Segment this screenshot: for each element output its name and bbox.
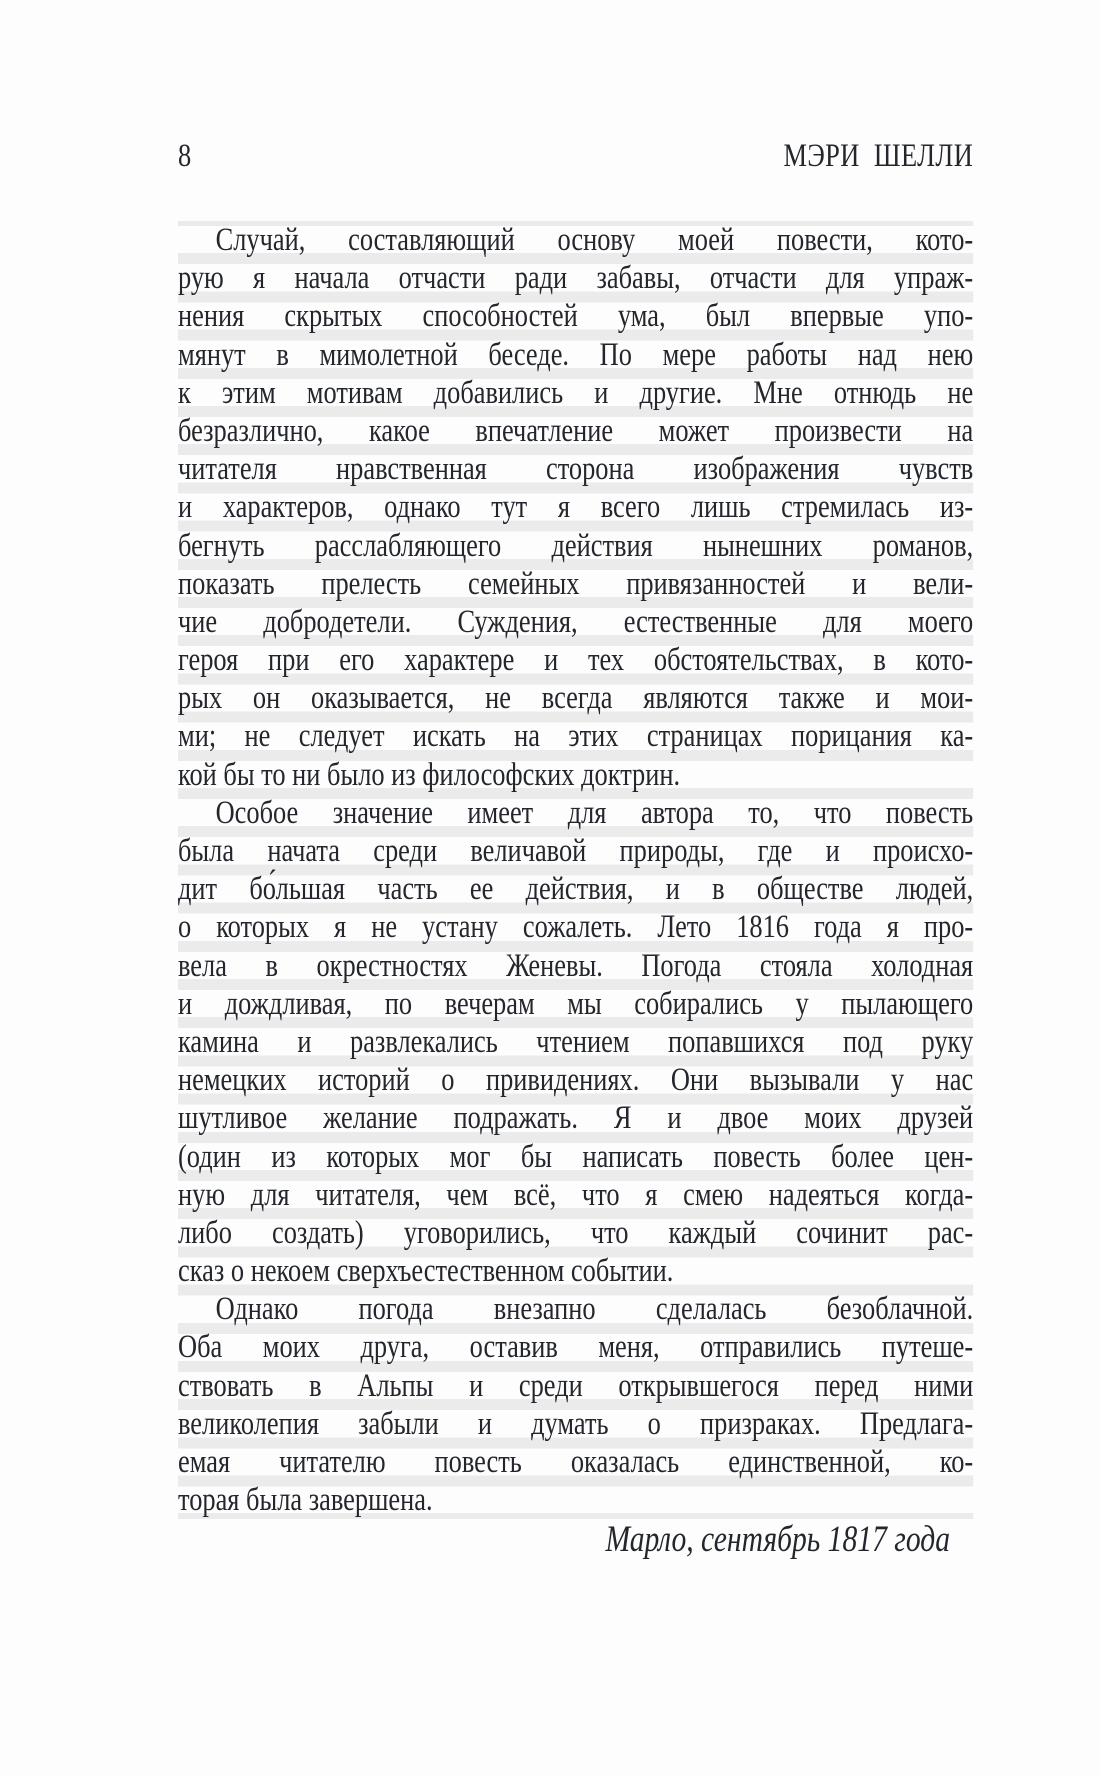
text-line: чие добродетели. Суждения, естественные для моего xyxy=(178,603,974,640)
text-line: шутливое желание подражать. Я и двое моих друзей xyxy=(178,1100,974,1137)
text-line: и дождливая, по вечерам мы собирались у пылающего xyxy=(178,985,974,1022)
text-line: была начата среди величавой природы, где и происхо- xyxy=(178,833,974,869)
text-line: немецких историй о привидениях. Они вызывали у нас xyxy=(178,1062,974,1099)
text-line: ствовать в Альпы и среди открывшегося перед ними xyxy=(178,1367,974,1404)
page-number: 8 xyxy=(178,138,192,174)
text-line: и характеров, однако тут я всего лишь стремилась из- xyxy=(178,489,974,526)
text-line: (один из которых мог бы написать повесть более цен- xyxy=(178,1138,974,1175)
text-line: великолепия забыли и думать о призраках. Предлага- xyxy=(178,1405,974,1442)
text-line: мянут в мимолетной беседе. По мере работы над нею xyxy=(178,336,974,373)
text-line: Однако погода внезапно сделалась безоблачной. xyxy=(215,1291,974,1328)
page-content xyxy=(178,138,973,1560)
text-line: емая читателю повесть оказалась единственной, ко- xyxy=(178,1444,974,1480)
running-head xyxy=(178,138,973,174)
text-line: Особое значение имеет для автора то, что повесть xyxy=(215,794,974,831)
text-line: либо создать) уговорились, что каждый сочинит рас- xyxy=(178,1214,974,1251)
text-line: камина и развлекались чтением попавшихся под руку xyxy=(178,1023,974,1060)
text-line: кой бы то ни было из философских доктрин. xyxy=(178,756,681,793)
text-line: ную для читателя, чем всё, что я смею надеяться когда- xyxy=(178,1176,974,1213)
text-line: нения скрытых способностей ума, был впервые упо- xyxy=(178,298,974,335)
text-line: дит бо́льшая часть ее действия, и в обществе людей, xyxy=(178,871,974,908)
text-line: бегнуть расслабляющего действия нынешних романов, xyxy=(178,527,974,564)
text-line: ми; не следует искать на этих страницах порицания ка- xyxy=(178,718,974,755)
text-line: торая была завершена. xyxy=(178,1482,433,1519)
text-line: показать прелесть семейных привязанностей и вели- xyxy=(178,565,974,602)
text-line: рую я начала отчасти ради забавы, отчасти для упраж- xyxy=(178,260,974,297)
text-line: Случай, составляющий основу моей повести, кото- xyxy=(215,222,974,258)
text-line: героя при его характере и тех обстоятельствах, в кото- xyxy=(178,642,974,679)
text-line: о которых я не устану сожалеть. Лето 1816 года я про- xyxy=(178,909,974,946)
text-line: рых он оказывается, не всегда являются также и мои- xyxy=(178,680,974,717)
text-block xyxy=(178,221,973,1519)
signature-line: Марло, сентябрь 1817 года xyxy=(605,1519,950,1561)
text-line: к этим мотивам добавились и другие. Мне отнюдь не xyxy=(178,374,974,411)
text-line: вела в окрестностях Женевы. Погода стояла холодная xyxy=(178,947,974,984)
running-title: МЭРИ ШЕЛЛИ xyxy=(783,138,974,174)
text-line: Оба моих друга, оставив меня, отправились путеше- xyxy=(178,1329,974,1366)
text-line: сказ о некоем сверхъестественном событии. xyxy=(178,1253,674,1290)
text-line: безразлично, какое впечатление может произвести на xyxy=(178,412,974,449)
text-line: читателя нравственная сторона изображения чувств xyxy=(178,451,974,488)
